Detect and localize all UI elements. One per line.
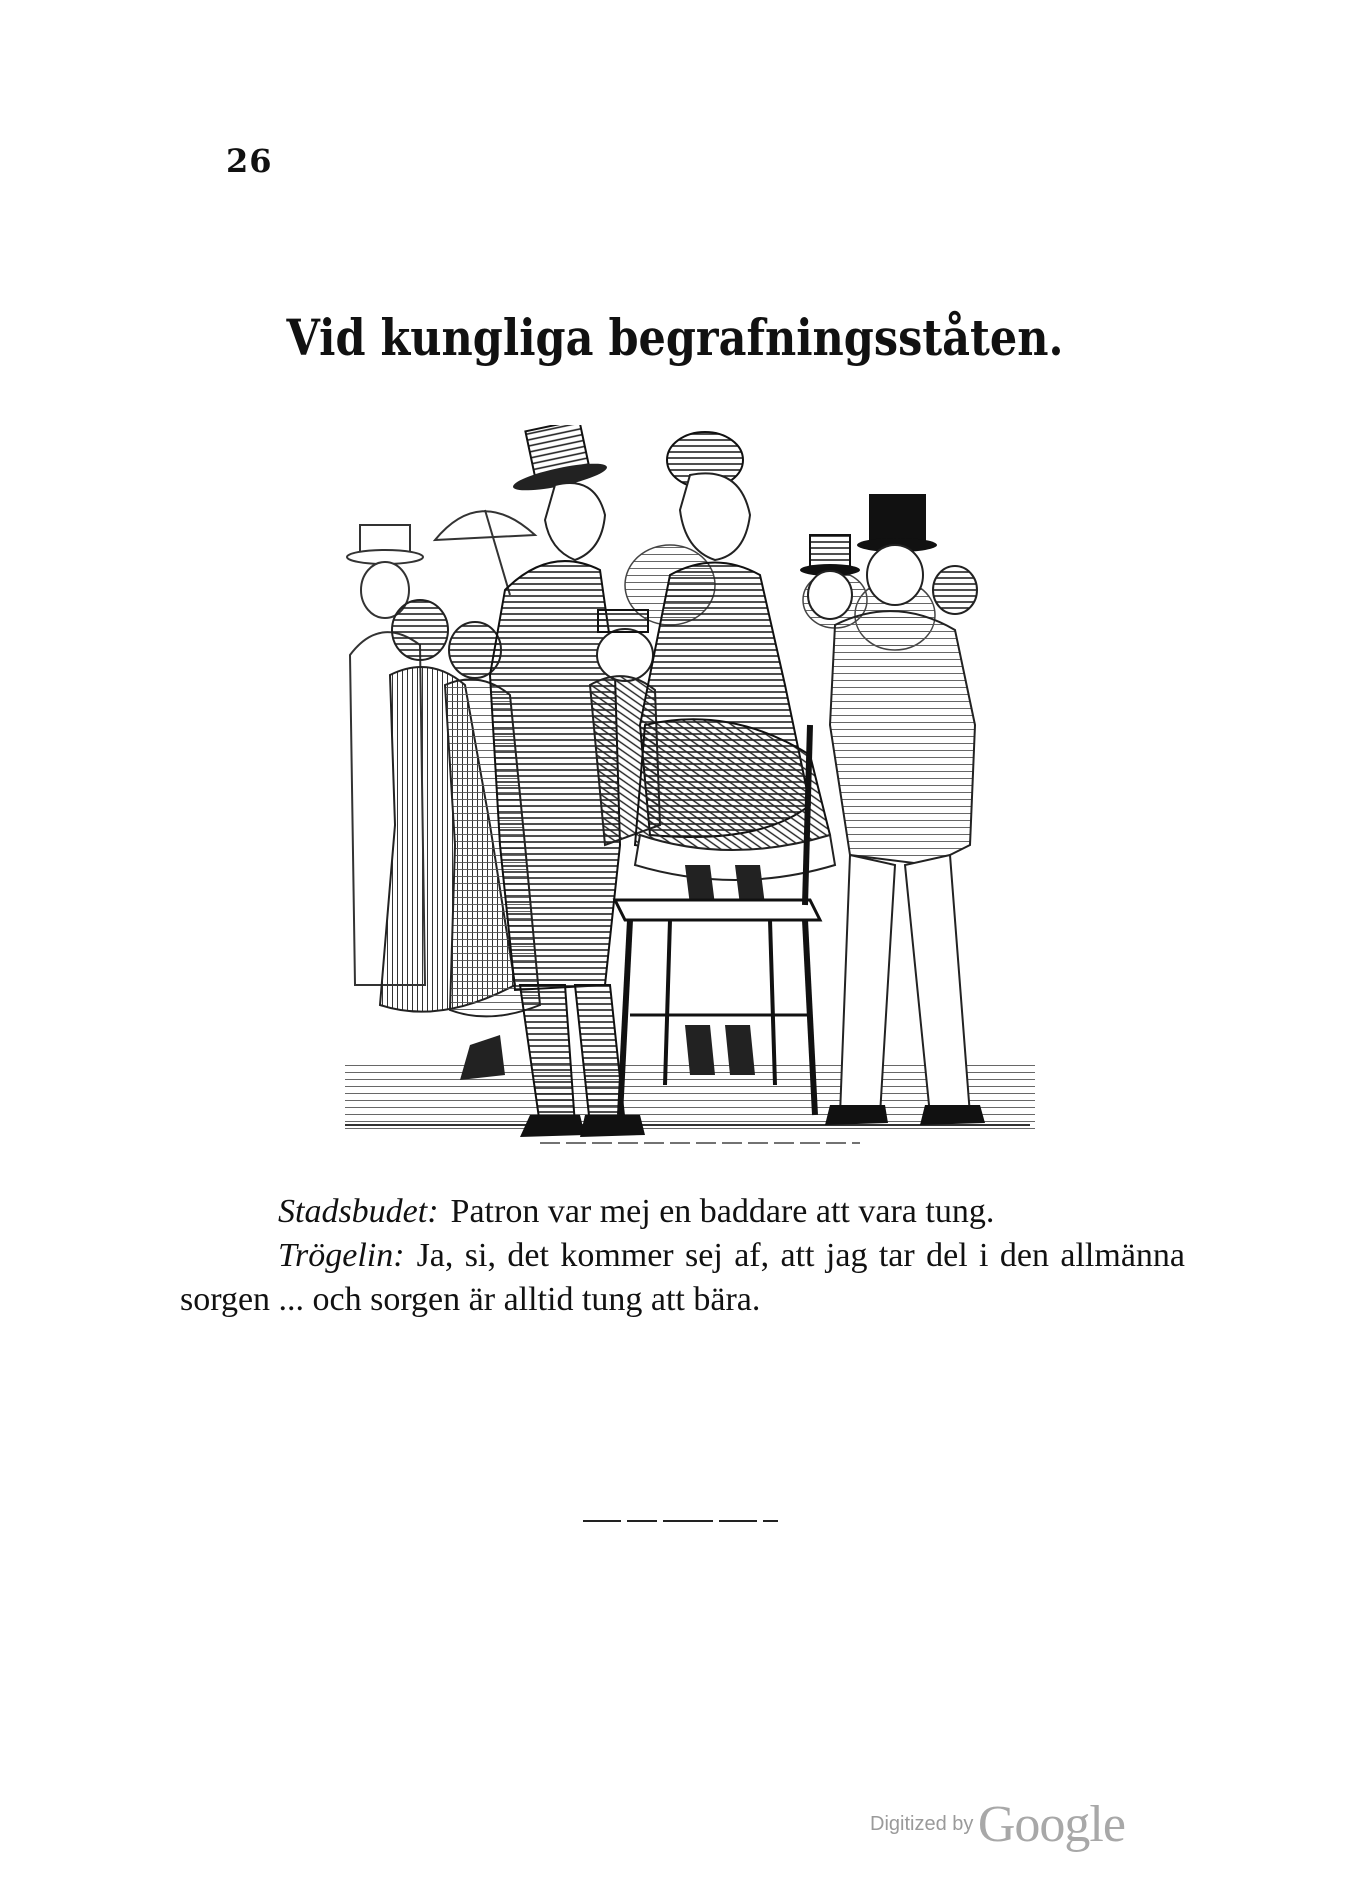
dialogue-line — [180, 1234, 1185, 1322]
digitization-watermark — [870, 1795, 1125, 1854]
dialogue-line — [180, 1190, 1185, 1234]
page-title: Vid kungliga begrafningsståten. — [286, 308, 1064, 367]
engraving-illustration-icon — [340, 425, 1040, 1150]
dialogue-text: Ja, si, det kommer sej af, att jag tar del i den allmänna sorgen ... och sorgen är alltid tung att bära. — [180, 1237, 1185, 1318]
watermark-prefix: Digitized by — [870, 1813, 974, 1835]
speaker-name: Trögelin: — [278, 1237, 405, 1274]
dialogue — [180, 1190, 1185, 1322]
speaker-name: Stadsbudet: — [278, 1193, 439, 1230]
dialogue-text: Patron var mej en baddare att vara tung. — [450, 1193, 995, 1230]
watermark-brand: Google — [977, 1796, 1125, 1853]
page-number: 26 — [226, 142, 273, 180]
section-divider — [583, 1518, 778, 1524]
